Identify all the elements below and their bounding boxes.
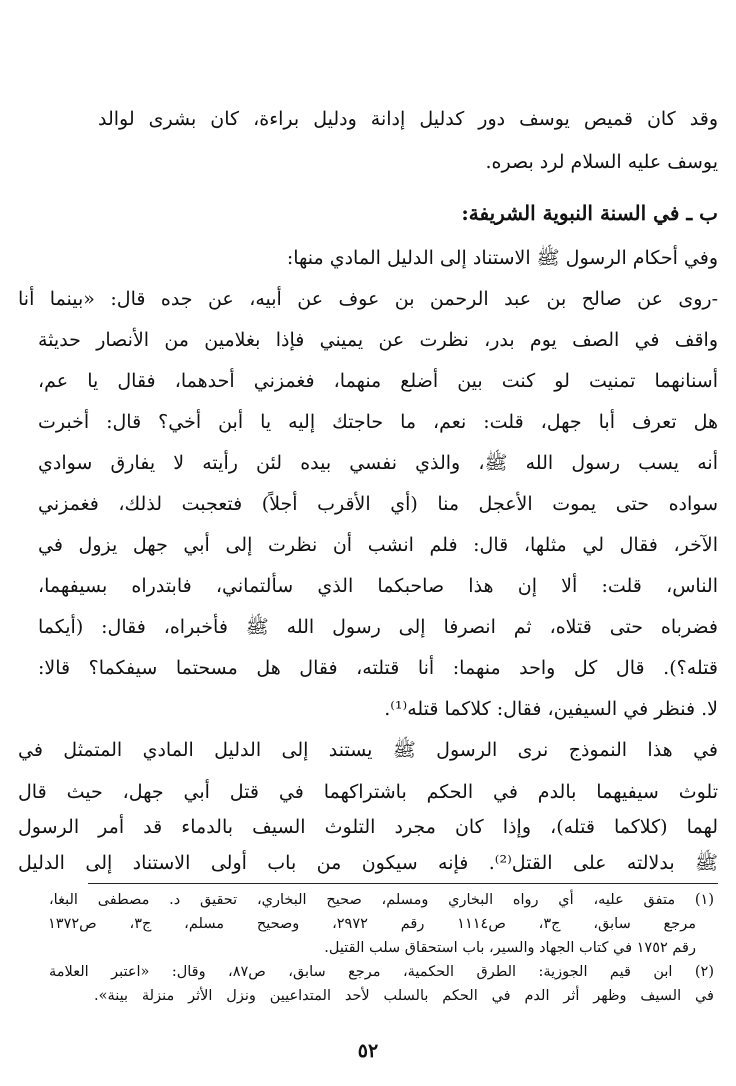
footnote-line: (١) متفق عليه، أي رواه البخاري ومسلم، صحيح البخاري، تحقيق د. مصطفى البغا، bbox=[49, 892, 714, 908]
section-heading: ب ـ في السنة النبوية الشريفة: bbox=[461, 201, 718, 225]
footnote-line: رقم ١٧٥٢ في كتاب الجهاد والسير، باب استحقاق سلب القتيل. bbox=[324, 940, 696, 956]
hadith-line: فضرباه حتى قتلاه، ثم انصرفا إلى رسول الله ﷺ فأخبراه، فقال: (أيكما bbox=[38, 616, 718, 638]
paragraph-line: في هذا النموذج نرى الرسول ﷺ يستند إلى الدليل المادي المتمثل في bbox=[18, 739, 718, 761]
footnote-line: (٢) ابن قيم الجوزية: الطرق الحكمية، مرجع سابق، ص٨٧، وقال: «اعتبر العلامة bbox=[49, 964, 714, 980]
hadith-line: سواده حتى يموت الأعجل منا (أي الأقرب أجلاً) فتعجبت لذلك، فغمزني bbox=[38, 493, 718, 515]
paragraph-line: تلوث سيفيهما بالدم في الحكم باشتراكهما في قتل أبي جهل، حيث قال bbox=[18, 781, 718, 803]
footnote-line: في السيف وظهر أثر الدم في الحكم بالسلب لأحد المتداعيين ونزل الأثر منزلة بينة». bbox=[94, 988, 714, 1004]
hadith-line: -روى عن صالح بن عبد الرحمن بن عوف عن أبيه، عن جده قال: «بينما أنا bbox=[18, 288, 718, 310]
hadith-line: قتله؟). قال كل واحد منهما: أنا قتلته، فقال هل مسحتما سيفكما؟ قالا: bbox=[38, 657, 718, 679]
hadith-line: لا. فنظر في السيفين، فقال: كلاكما قتله⁽¹⁾. bbox=[384, 698, 718, 720]
footnote-separator bbox=[88, 883, 718, 884]
hadith-line: واقف في الصف يوم بدر، نظرت عن يميني فإذا بغلامين من الأنصار حديثة bbox=[38, 329, 718, 351]
page-number: ٥٢ bbox=[357, 1040, 379, 1062]
paragraph-line: يوسف عليه السلام لرد بصره. bbox=[485, 151, 718, 173]
hadith-line: هل تعرف أبا جهل، قلت: نعم، ما حاجتك إليه يا أبن أخي؟ قال: أخبرت bbox=[38, 411, 718, 433]
paragraph-line: وقد كان قميص يوسف دور كدليل إدانة ودليل براءة، كان بشرى لوالد bbox=[98, 108, 718, 130]
hadith-line: الآخر، فقال لي مثلها، قال: فلم انشب أن نظرت إلى أبي جهل يزول في bbox=[38, 534, 718, 556]
hadith-line: أنه يسب رسول الله ﷺ، والذي نفسي بيده لئن رأيته لا يفارق سوادي bbox=[38, 452, 718, 474]
hadith-line: أسنانهما تمنيت لو كنت بين أضلع منهما، فغمزني أحدهما، فقال يا عم، bbox=[38, 370, 718, 392]
paragraph-line: لهما (كلاكما قتله)، وإذا كان مجرد التلوث السيف بالدماء قد أمر الرسول bbox=[18, 816, 718, 838]
hadith-line: الناس، قلت: ألا إن هذا صاحبكما الذي سألتماني، فابتدراه بسيفهما، bbox=[38, 575, 718, 597]
footnote-line: مرجع سابق، ج٣، ص١١١٤ رقم ٢٩٧٢، وصحيح مسلم، ج٣، ص١٣٧٢ bbox=[48, 916, 696, 932]
intro-line: وفي أحكام الرسول ﷺ الاستناد إلى الدليل المادي منها: bbox=[286, 247, 718, 269]
paragraph-line: ﷺ بدلالته على القتل⁽²⁾. فإنه سيكون من باب أولى الاستناد إلى الدليل bbox=[18, 852, 718, 874]
